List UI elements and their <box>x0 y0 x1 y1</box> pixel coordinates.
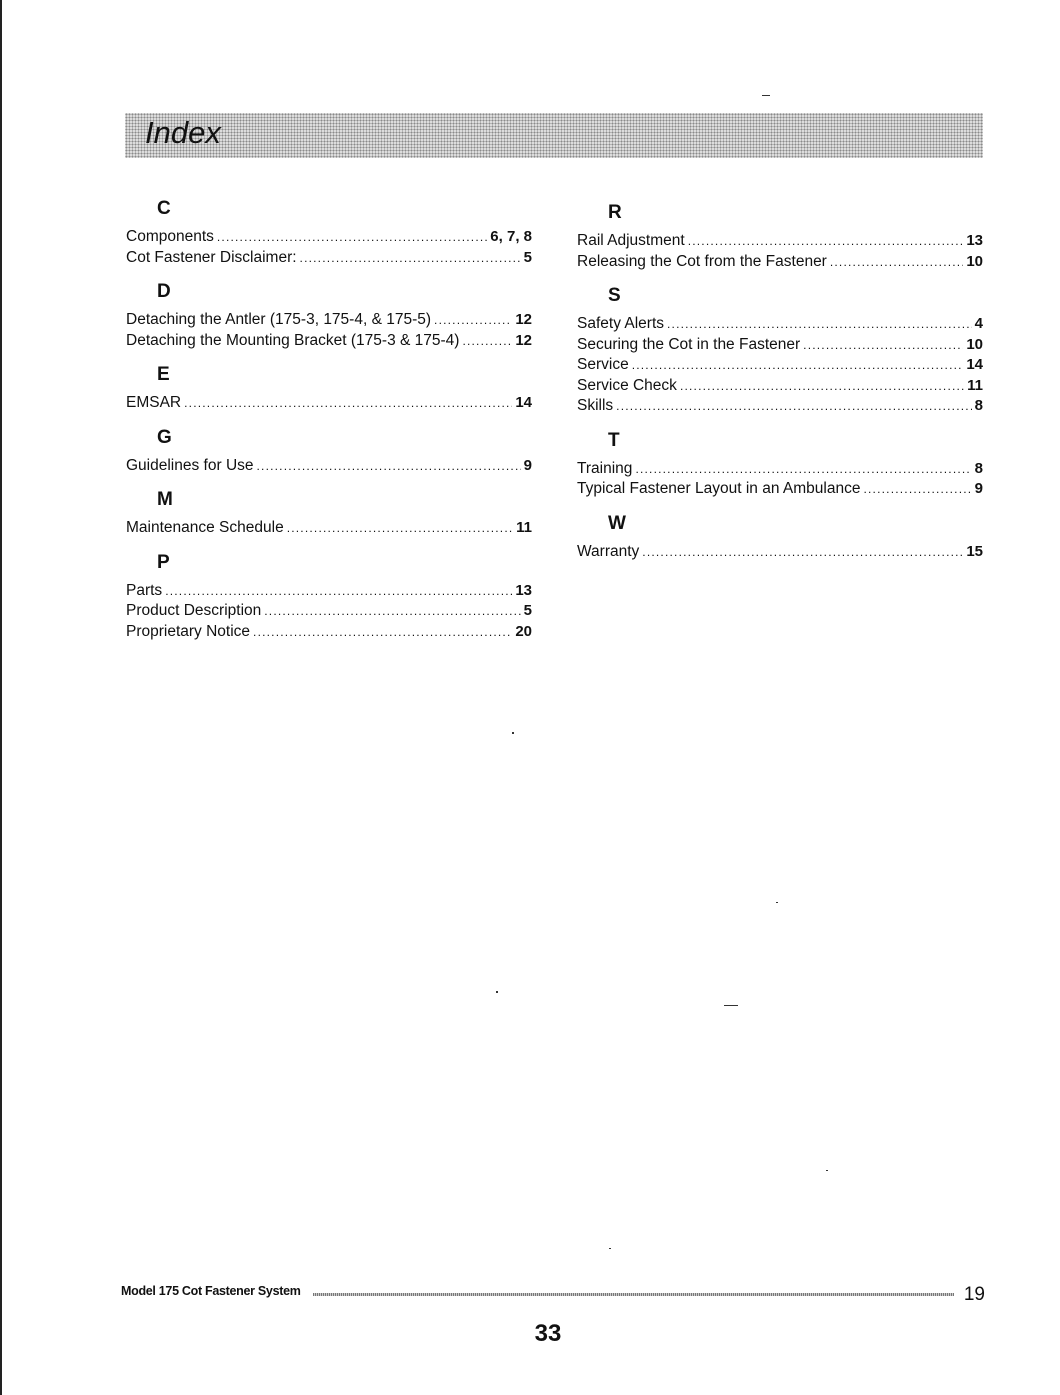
index-section-d <box>126 280 532 351</box>
entry-label: Typical Fastener Layout in an Ambulance <box>577 480 861 497</box>
index-entry[interactable] <box>577 376 983 397</box>
index-entry[interactable] <box>126 393 532 414</box>
dot-leader <box>688 231 964 251</box>
entry-page: 10 <box>966 252 983 270</box>
dot-leader <box>462 331 512 351</box>
entry-page: 5 <box>523 248 532 266</box>
dot-leader <box>287 518 513 538</box>
index-entry[interactable] <box>577 459 983 480</box>
index-right-column <box>577 201 983 574</box>
index-entry[interactable] <box>577 355 983 376</box>
index-section-t <box>577 429 983 500</box>
index-left-column <box>126 197 532 654</box>
entry-page: 10 <box>966 335 983 353</box>
entry-label: Releasing the Cot from the Fastener <box>577 252 827 270</box>
index-entry[interactable] <box>577 542 983 563</box>
index-entry[interactable] <box>126 581 532 602</box>
dot-leader <box>635 459 971 479</box>
page-title: Index <box>145 115 221 150</box>
scan-speck <box>826 1170 828 1171</box>
index-section-m <box>126 488 532 539</box>
entry-label: EMSAR <box>126 394 182 411</box>
scan-page-number: 33 <box>534 1320 562 1347</box>
entry-page: 8 <box>974 459 983 477</box>
scan-speck <box>724 1005 738 1006</box>
index-entry[interactable] <box>126 227 532 248</box>
entry-label: Securing the Cot in the Fastener <box>577 335 801 353</box>
dot-leader <box>616 396 971 416</box>
entry-label: Maintenance Schedule <box>126 519 284 536</box>
scan-speck <box>512 732 514 734</box>
index-section-w <box>577 512 983 563</box>
entry-label: Rail Adjustment <box>577 232 685 249</box>
scan-speck <box>609 1248 611 1249</box>
index-header-band <box>125 113 983 158</box>
dot-leader <box>667 314 972 334</box>
entry-label: Product Description <box>126 602 262 619</box>
index-entry[interactable] <box>126 601 532 622</box>
entry-page: 5 <box>523 602 532 619</box>
section-letter: D <box>157 281 171 302</box>
dot-leader <box>434 310 512 330</box>
section-letter: C <box>157 198 171 219</box>
dot-leader <box>217 227 487 247</box>
entry-label: Cot Fastener Disclaimer: <box>126 248 297 266</box>
entry-label: Skills <box>577 397 614 414</box>
entry-page: 12 <box>515 331 532 349</box>
entry-page: 13 <box>515 581 532 599</box>
index-entry[interactable] <box>577 314 983 335</box>
index-entry[interactable] <box>577 396 983 417</box>
index-section-g <box>126 426 532 477</box>
scan-speck <box>776 902 778 903</box>
dot-leader <box>184 393 512 413</box>
section-letter: S <box>608 285 621 306</box>
entry-page: 15 <box>966 542 983 560</box>
index-section-r <box>577 201 983 272</box>
dot-leader <box>680 376 964 396</box>
footer-document-title: Model 175 Cot Fastener System <box>121 1284 301 1298</box>
index-entry[interactable] <box>577 479 983 500</box>
index-entry[interactable] <box>577 335 983 356</box>
entry-label: Components <box>126 228 214 245</box>
index-entry[interactable] <box>577 231 983 252</box>
entry-page: 12 <box>515 311 532 328</box>
entry-page: 11 <box>516 519 532 536</box>
dot-leader <box>257 456 521 476</box>
entry-page: 14 <box>966 356 983 373</box>
scan-speck <box>762 95 770 96</box>
index-section-s <box>577 284 983 417</box>
entry-label: Guidelines for Use <box>126 456 254 474</box>
footer-rule <box>313 1293 954 1296</box>
index-section-p <box>126 551 532 643</box>
index-entry[interactable] <box>126 310 532 331</box>
index-entry[interactable] <box>126 622 532 643</box>
section-letter: T <box>608 429 620 451</box>
dot-leader <box>642 542 963 562</box>
entry-page: 20 <box>515 622 532 640</box>
entry-page: 4 <box>974 315 983 332</box>
entry-page: 6, 7, 8 <box>490 228 532 245</box>
index-entry[interactable] <box>126 331 532 352</box>
section-letter: M <box>157 489 173 510</box>
index-entry[interactable] <box>126 248 532 269</box>
entry-label: Service <box>577 356 629 373</box>
index-section-e <box>126 363 532 414</box>
entry-label: Service Check <box>577 376 677 394</box>
entry-page: 9 <box>974 480 983 497</box>
entry-page: 11 <box>967 376 983 394</box>
entry-label: Parts <box>126 581 163 599</box>
entry-label: Detaching the Antler (175-3, 175-4, & 175-5) <box>126 311 432 328</box>
page-footer <box>121 1276 985 1306</box>
dot-leader <box>165 581 512 601</box>
section-letter: W <box>608 512 626 534</box>
section-letter: E <box>157 364 170 385</box>
dot-leader <box>803 335 963 355</box>
dot-leader <box>264 601 520 621</box>
dot-leader <box>863 479 971 499</box>
dot-leader <box>830 252 963 272</box>
entry-page: 14 <box>515 394 532 411</box>
entry-page: 9 <box>523 456 532 474</box>
index-entry[interactable] <box>126 518 532 539</box>
scan-speck <box>496 991 498 993</box>
index-entry[interactable] <box>577 252 983 273</box>
entry-label: Training <box>577 459 633 477</box>
footer-page-number: 19 <box>963 1284 985 1305</box>
section-letter: P <box>157 551 170 573</box>
entry-label: Proprietary Notice <box>126 622 251 640</box>
page-edge-line <box>0 0 2 1395</box>
index-section-c <box>126 197 532 268</box>
dot-leader <box>300 248 521 268</box>
entry-page: 8 <box>974 397 983 414</box>
entry-page: 13 <box>966 232 983 249</box>
section-letter: R <box>608 202 622 223</box>
dot-leader <box>253 622 512 642</box>
entry-label: Warranty <box>577 542 640 560</box>
dot-leader <box>632 355 964 375</box>
entry-label: Detaching the Mounting Bracket (175-3 & 175-4) <box>126 331 460 349</box>
entry-label: Safety Alerts <box>577 315 665 332</box>
index-entry[interactable] <box>126 456 532 477</box>
section-letter: G <box>157 426 172 448</box>
